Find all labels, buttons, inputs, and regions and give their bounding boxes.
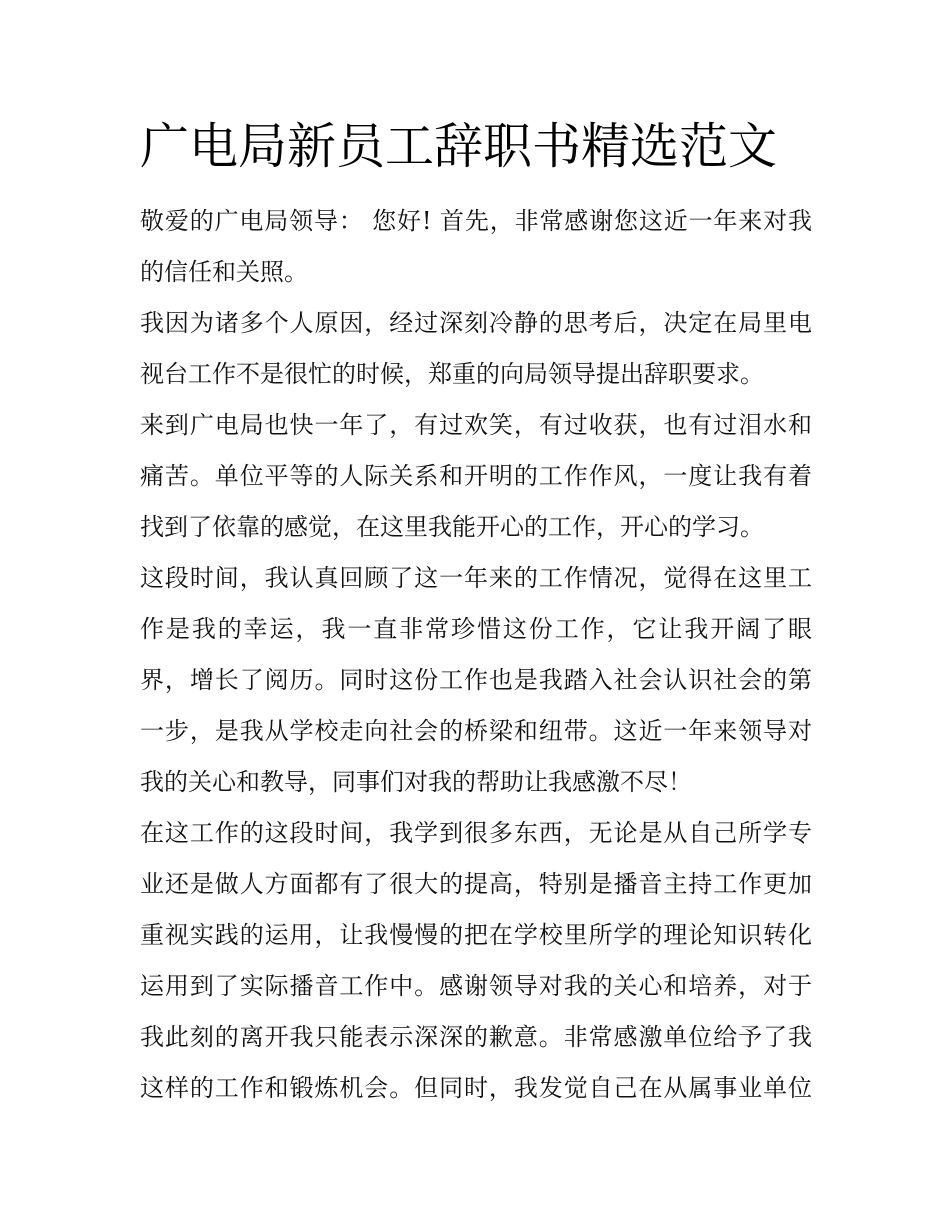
text-line: 作是我的幸运，我一直非常珍惜这份工作，它让我开阔了眼 xyxy=(140,615,812,643)
text-line: 界，增长了阅历。同时这份工作也是我踏入社会认识社会的第 xyxy=(140,666,812,694)
text-line: 我此刻的离开我只能表示深深的歉意。非常感激单位给予了我 xyxy=(140,1023,812,1051)
text-line: 这段时间，我认真回顾了这一年来的工作情况，觉得在这里工 xyxy=(140,564,812,592)
text-line: 来到广电局也快一年了，有过欢笑，有过收获，也有过泪水和 xyxy=(140,411,812,439)
text-line: 这样的工作和锻炼机会。但同时，我发觉自己在从属事业单位 xyxy=(140,1074,812,1102)
document-body xyxy=(140,196,812,1114)
text-line: 运用到了实际播音工作中。感谢领导对我的关心和培养，对于 xyxy=(140,972,812,1000)
text-line: 一步，是我从学校走向社会的桥梁和纽带。这近一年来领导对 xyxy=(140,717,812,745)
text-line: 敬爱的广电局领导： 您好! 首先，非常感谢您这近一年来对我 xyxy=(140,207,812,235)
paragraph xyxy=(140,298,812,400)
paragraph xyxy=(140,400,812,553)
paragraph xyxy=(140,553,812,808)
text-line: 我的关心和教导，同事们对我的帮助让我感激不尽！ xyxy=(140,768,692,796)
document-title: 广电局新员工辞职书精选范文 xyxy=(140,118,778,175)
text-line: 找到了依靠的感觉，在这里我能开心的工作，开心的学习。 xyxy=(140,513,764,541)
paragraph xyxy=(140,196,812,298)
text-line: 视台工作不是很忙的时候，郑重的向局领导提出辞职要求。 xyxy=(140,360,764,388)
text-line: 痛苦。单位平等的人际关系和开明的工作作风，一度让我有着 xyxy=(140,462,812,490)
text-line: 业还是做人方面都有了很大的提高，特别是播音主持工作更加 xyxy=(140,870,812,898)
text-line: 在这工作的这段时间，我学到很多东西，无论是从自己所学专 xyxy=(140,819,812,847)
paragraph xyxy=(140,808,812,1114)
text-line: 重视实践的运用，让我慢慢的把在学校里所学的理论知识转化 xyxy=(140,921,812,949)
text-line: 的信任和关照。 xyxy=(140,258,308,286)
text-line: 我因为诸多个人原因，经过深刻冷静的思考后，决定在局里电 xyxy=(140,309,812,337)
